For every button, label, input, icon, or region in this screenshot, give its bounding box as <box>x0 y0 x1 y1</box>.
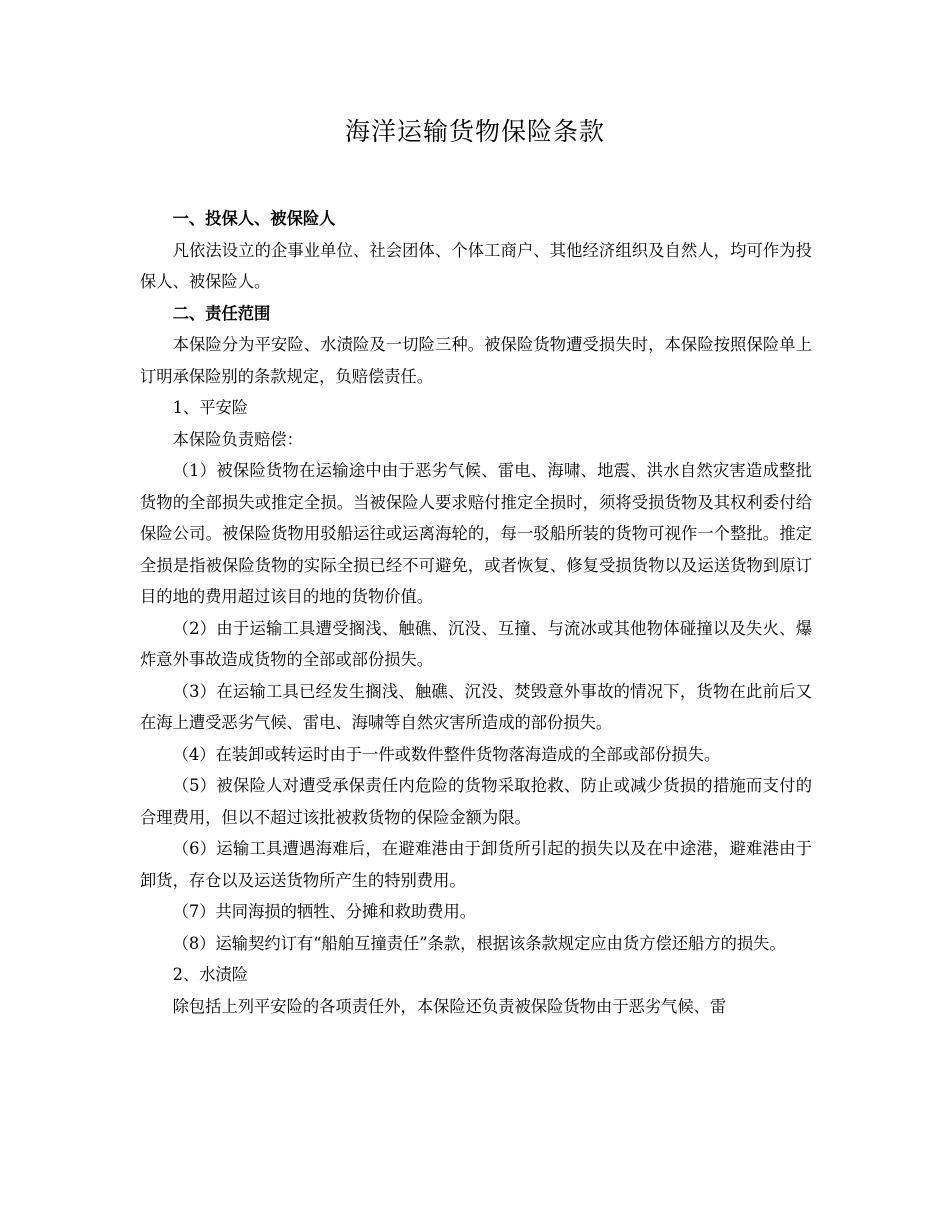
paragraph-coverage-intro: 本保险分为平安险、水渍险及一切险三种。被保险货物遭受损失时，本保险按照保险单上订明承保险别的条款规定，负赔偿责任。 <box>140 335 812 386</box>
document-title: 海洋运输货物保险条款 <box>344 117 605 146</box>
clause-fpa-2: （2）由于运输工具遭受搁浅、触礁、沉没、互撞、与流冰或其他物体碰撞以及失火、爆炸意外事故造成货物的全部或部份损失。 <box>140 618 812 669</box>
clause-fpa-3: （3）在运输工具已经发生搁浅、触礁、沉没、焚毁意外事故的情况下，货物在此前后又在海上遭受恶劣气候、雷电、海啸等自然灾害所造成的部份损失。 <box>140 681 812 732</box>
clause-fpa-7: （7）共同海损的牺牲、分摊和救助费用。 <box>172 902 477 921</box>
paragraph-policyholder-eligibility: 凡依法设立的企事业单位、社会团体、个体工商户、其他经济组织及自然人，均可作为投保人、被保险人。 <box>140 240 812 291</box>
subheading-wpa: 2、水渍险 <box>172 965 249 984</box>
clause-fpa-1: （1）被保险货物在运输途中由于恶劣气候、雷电、海啸、地震、洪水自然灾害造成整批货物的全部损失或推定全损。当被保险人要求赔付推定全损时，须将受损货物及其权利委付给保险公司。被保险货物用驳船运往或运离海轮的，每一驳船所装的货物可视作一个整批。推定全损是指被保险货物的实际全损已经不可避免，或者恢复、修复受损货物以及运送货物到原订目的地的费用超过该目的地的货物价值。 <box>140 461 812 606</box>
paragraph-wpa-intro: 除包括上列平安险的各项责任外，本保险还负责被保险货物由于恶劣气候、雷 <box>172 996 727 1016</box>
section-heading-coverage: 二、责任范围 <box>172 303 271 323</box>
paragraph-fpa-intro: 本保险负责赔偿： <box>172 429 303 449</box>
section-heading-policyholder: 一、投保人、被保险人 <box>172 209 336 228</box>
subheading-fpa: 1、平安险 <box>172 398 249 417</box>
clause-fpa-5: （5）被保险人对遭受承保责任内危险的货物采取抢救、防止或减少货损的措施而支付的合理费用，但以不超过该批被救货物的保险金额为限。 <box>140 776 812 827</box>
document-body <box>140 203 812 1022</box>
clause-fpa-8: （8）运输契约订有“船舶互撞责任”条款，根据该条款规定应由货方偿还船方的损失。 <box>172 933 786 953</box>
clause-fpa-4: （4）在装卸或转运时由于一件或数件整件货物落海造成的全部或部份损失。 <box>172 744 721 764</box>
clause-fpa-6: （6）运输工具遭遇海难后，在避难港由于卸货所引起的损失以及在中途港，避难港由于卸货，存仓以及运送货物所产生的特别费用。 <box>140 839 812 890</box>
